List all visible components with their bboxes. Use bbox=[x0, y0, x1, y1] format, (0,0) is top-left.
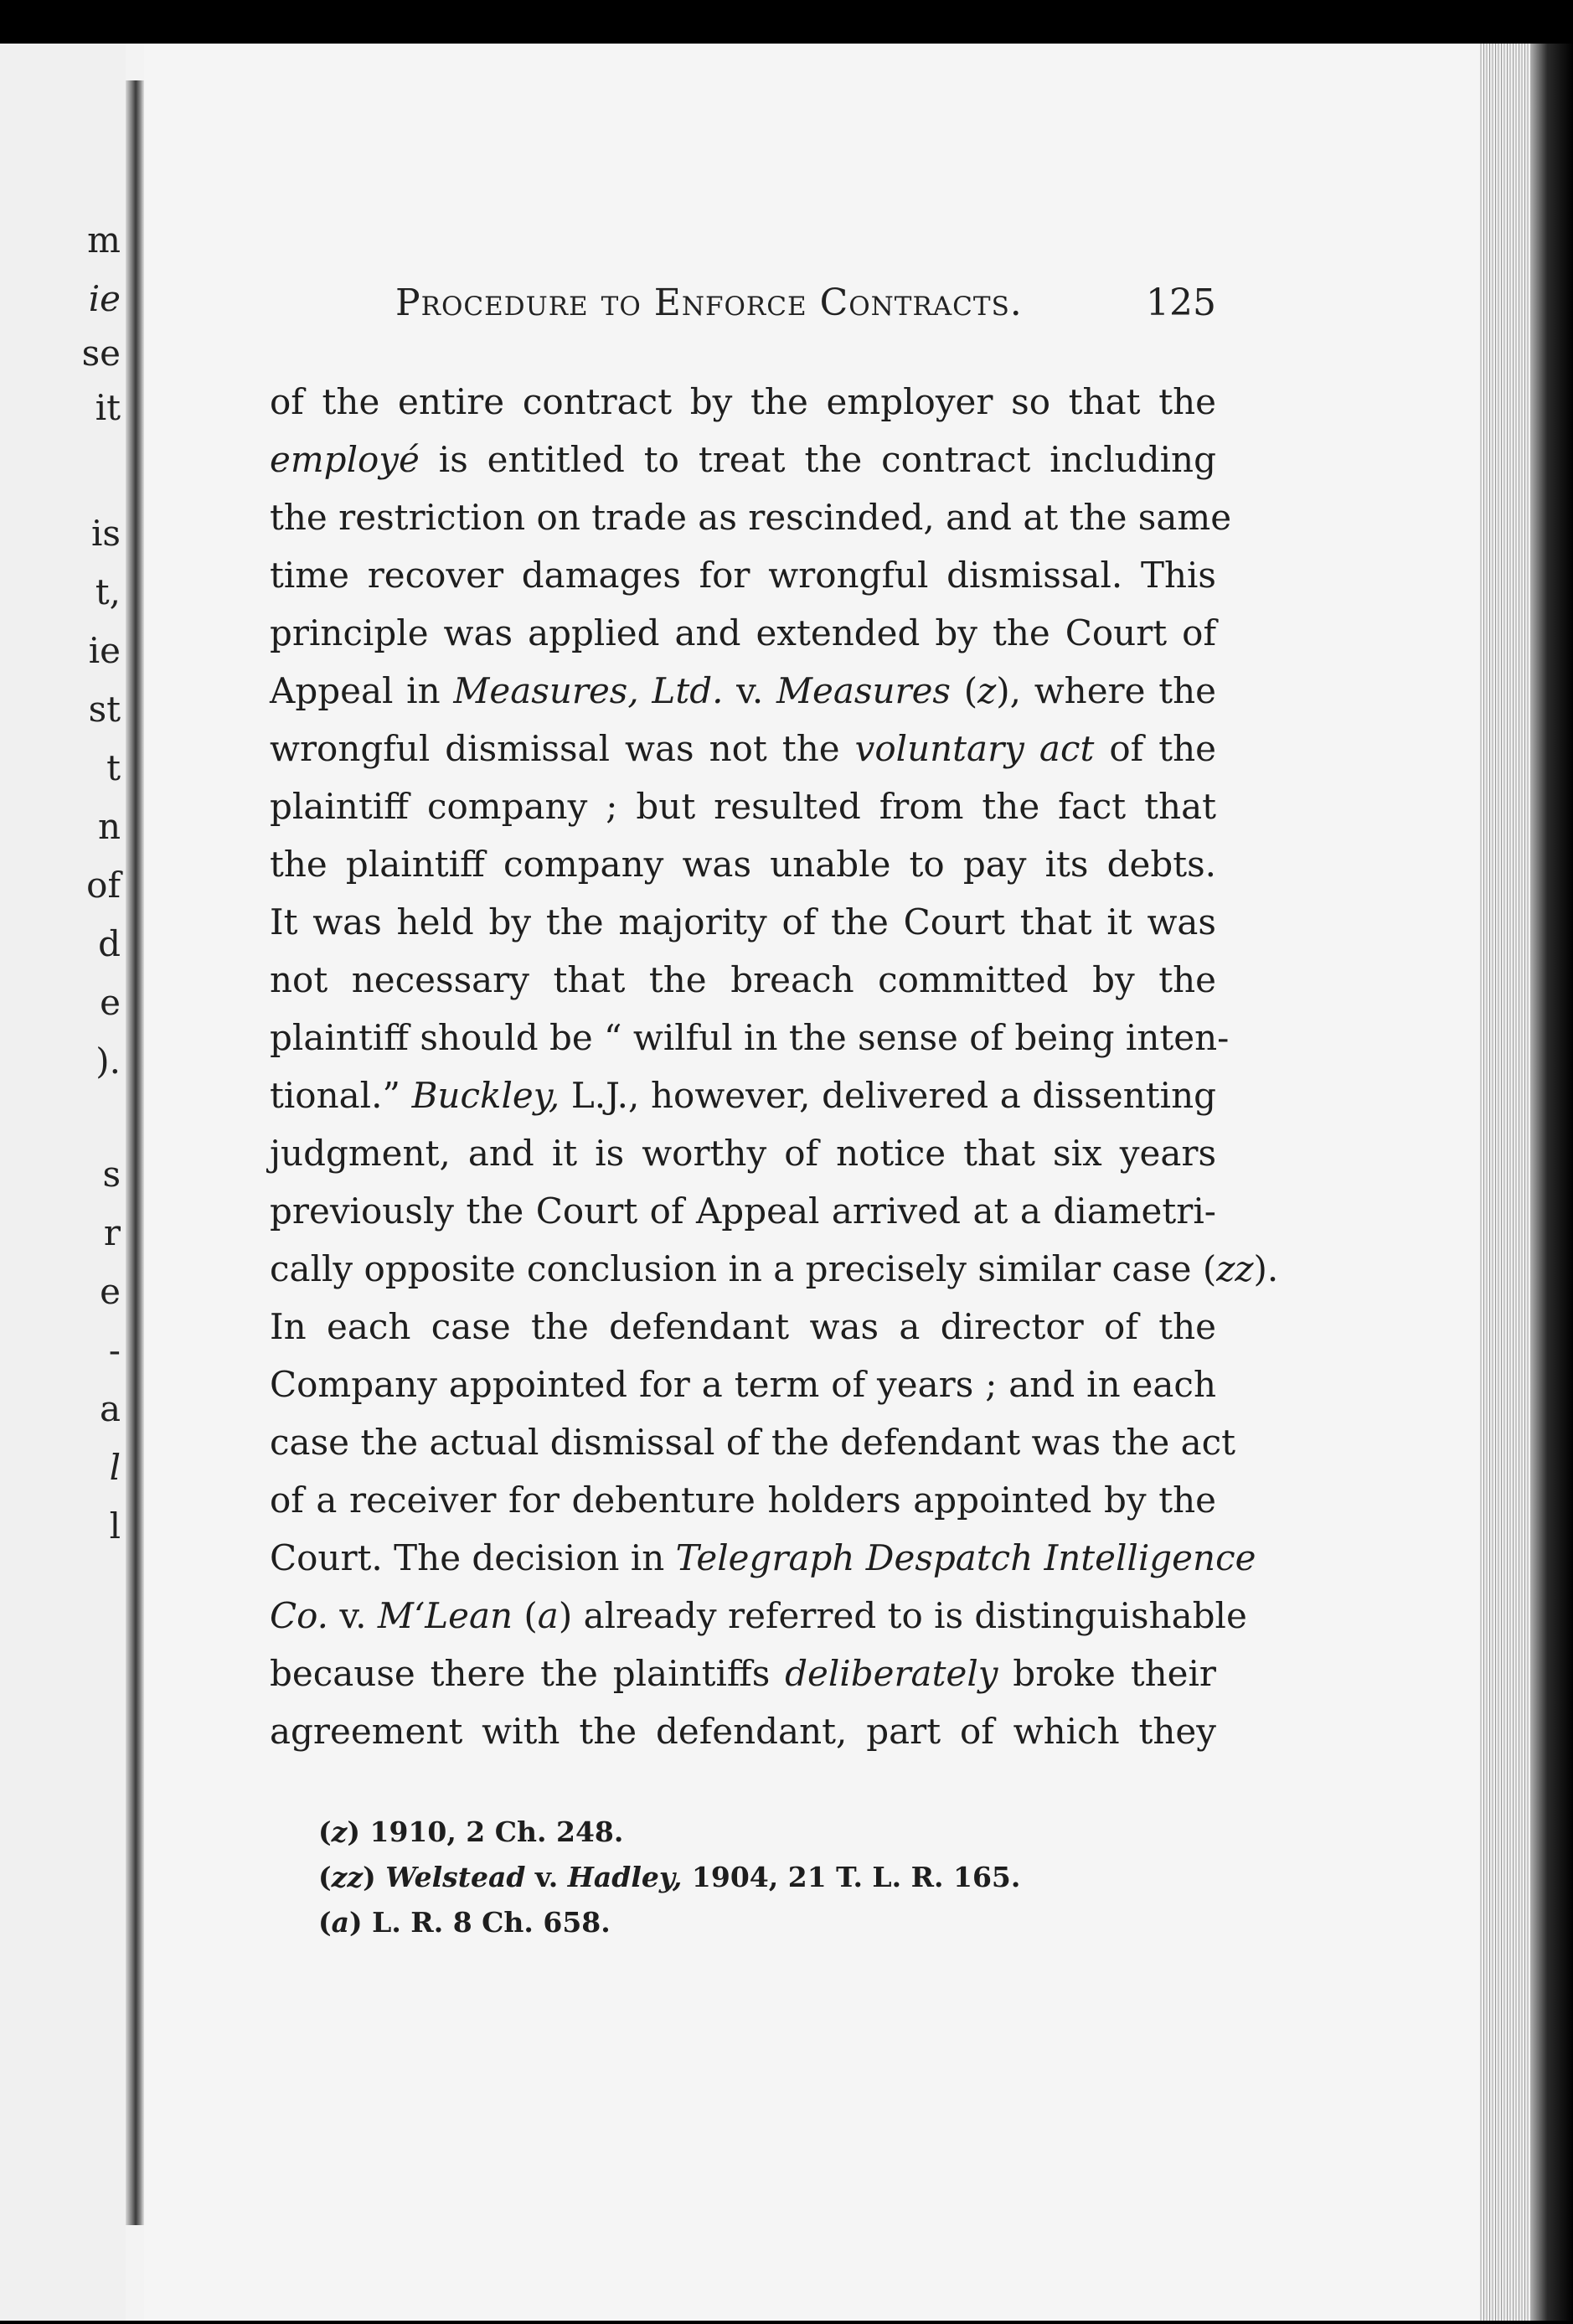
text-segment: tional.” bbox=[270, 1075, 412, 1116]
text-segment: previously the Court of Appeal arrived at a diametri- bbox=[270, 1190, 1216, 1232]
left-page-fragment: - bbox=[108, 1330, 121, 1371]
left-page-fragment: t bbox=[106, 747, 121, 788]
text-line bbox=[270, 431, 1216, 488]
footnote bbox=[318, 1855, 1072, 1900]
footnote-text: ) bbox=[363, 1861, 386, 1893]
text-segment: broke their bbox=[998, 1653, 1216, 1694]
text-segment: is entitled to treat the contract including bbox=[419, 439, 1216, 480]
text-segment: the plaintiff company was unable to pay its debts. bbox=[270, 844, 1216, 885]
left-page-fragment: s bbox=[102, 1154, 121, 1195]
text-segment: agreement with the defendant, part of which they bbox=[270, 1711, 1216, 1752]
text-line bbox=[270, 777, 1216, 835]
left-page-fragment: r bbox=[103, 1212, 121, 1253]
text-segment: the restriction on trade as rescinded, and at the same bbox=[270, 497, 1232, 538]
page-number: 125 bbox=[1146, 281, 1216, 324]
left-page-fragment: is bbox=[91, 513, 121, 554]
text-line bbox=[270, 893, 1216, 951]
footnotes bbox=[318, 1810, 1072, 1945]
text-line bbox=[270, 1356, 1216, 1413]
text-line bbox=[270, 1298, 1216, 1356]
italic-text: deliberately bbox=[785, 1653, 998, 1694]
text-line bbox=[270, 1009, 1230, 1066]
text-line bbox=[270, 662, 1216, 720]
text-line bbox=[270, 1124, 1216, 1182]
italic-text: z bbox=[977, 670, 997, 711]
text-segment: Appeal in bbox=[270, 670, 454, 711]
left-page-fragment: st bbox=[88, 689, 121, 730]
text-segment: time recover damages for wrongful dismissal. This bbox=[270, 555, 1216, 596]
text-segment: cally opposite conclusion in a precisely similar case ( bbox=[270, 1248, 1217, 1289]
text-line bbox=[270, 1413, 1236, 1471]
text-line bbox=[270, 720, 1216, 777]
text-segment: v. bbox=[723, 670, 776, 711]
left-page-fragment: a bbox=[99, 1388, 121, 1429]
italic-text: Measures bbox=[776, 670, 951, 711]
body-text bbox=[270, 373, 1279, 1760]
book-edge-shadow bbox=[1530, 44, 1573, 2321]
footnote-text: ) 1910, 2 Ch. 248. bbox=[347, 1815, 624, 1848]
text-segment: plaintiff company ; but resulted from the fact that bbox=[270, 786, 1216, 827]
footnote-text: ) L. R. 8 Ch. 658. bbox=[349, 1906, 611, 1939]
text-line bbox=[270, 1182, 1216, 1240]
footnote-text: ( bbox=[318, 1815, 332, 1848]
footnote bbox=[318, 1810, 1072, 1855]
page-header bbox=[270, 281, 1216, 340]
text-segment: ( bbox=[950, 670, 978, 711]
text-segment: ). bbox=[1253, 1248, 1279, 1289]
text-line bbox=[270, 951, 1216, 1009]
left-facing-page bbox=[0, 44, 126, 2321]
text-segment: not necessary that the breach committed by the bbox=[270, 959, 1216, 1000]
footnote-text: v. bbox=[525, 1861, 568, 1893]
text-segment: ), where the bbox=[996, 670, 1216, 711]
text-segment: because there the plaintiffs bbox=[270, 1653, 786, 1694]
left-page-fragment: d bbox=[98, 923, 121, 964]
left-page-fragment: of bbox=[86, 865, 121, 906]
left-page-fragment: e bbox=[100, 982, 121, 1023]
footnote-text: 1904, 21 T. L. R. 165. bbox=[682, 1861, 1021, 1893]
left-page-fragment: it bbox=[95, 387, 121, 428]
text-segment: v. bbox=[328, 1595, 378, 1636]
footnote-italic-text: Hadley, bbox=[567, 1861, 683, 1893]
text-segment: of a receiver for debenture holders appointed by the bbox=[270, 1480, 1216, 1521]
book-gutter bbox=[126, 80, 144, 2225]
footnote-italic-text: Welstead bbox=[385, 1861, 526, 1893]
text-segment: plaintiff should be “ wilful in the sense of being inten- bbox=[270, 1017, 1230, 1058]
text-segment: wrongful dismissal was not the bbox=[270, 728, 855, 769]
text-line bbox=[270, 604, 1216, 662]
text-segment: In each case the defendant was a director of the bbox=[270, 1306, 1216, 1347]
italic-text: Buckley, bbox=[411, 1075, 560, 1116]
left-page-fragment: l bbox=[109, 1447, 121, 1488]
text-line bbox=[270, 373, 1216, 431]
left-page-fragment: ie bbox=[88, 630, 121, 671]
italic-text: voluntary act bbox=[854, 728, 1095, 769]
text-line bbox=[270, 546, 1216, 604]
italic-text: Telegraph Despatch Intelligence bbox=[675, 1537, 1256, 1578]
page-edges bbox=[1480, 44, 1530, 2321]
left-page-fragment: l bbox=[109, 1505, 121, 1547]
text-segment: Court. The decision in bbox=[270, 1537, 676, 1578]
text-line bbox=[270, 1240, 1279, 1298]
text-line bbox=[270, 1529, 1256, 1587]
italic-text: a bbox=[537, 1595, 559, 1636]
footnote bbox=[318, 1900, 1072, 1945]
text-line bbox=[270, 1066, 1216, 1124]
left-page-fragment: e bbox=[100, 1271, 121, 1312]
left-page-fragment: t, bbox=[95, 571, 121, 612]
left-page-fragment: ie bbox=[88, 278, 121, 319]
footnote-italic-text: z bbox=[331, 1815, 348, 1848]
italic-text: zz bbox=[1216, 1248, 1254, 1289]
italic-text: Measures, Ltd. bbox=[453, 670, 724, 711]
text-segment: Company appointed for a term of years ; and in each bbox=[270, 1364, 1216, 1405]
text-line bbox=[270, 488, 1232, 546]
text-segment: case the actual dismissal of the defendant was the act bbox=[270, 1422, 1236, 1463]
text-line bbox=[270, 1645, 1216, 1702]
text-line bbox=[270, 1702, 1216, 1760]
footnote-text: ( bbox=[318, 1861, 332, 1893]
text-line bbox=[270, 1587, 1247, 1645]
footnote-italic-text: a bbox=[331, 1906, 350, 1939]
footnote-text: ( bbox=[318, 1906, 332, 1939]
text-segment: ) already referred to is distinguishable bbox=[558, 1595, 1247, 1636]
text-segment: principle was applied and extended by the Court of bbox=[270, 612, 1216, 653]
left-page-fragment: m bbox=[87, 219, 121, 261]
left-page-fragment: se bbox=[81, 333, 121, 374]
italic-text: employé bbox=[270, 439, 420, 480]
running-head: Procedure to Enforce Contracts. bbox=[395, 281, 1023, 324]
text-line bbox=[270, 835, 1216, 893]
text-segment: of the entire contract by the employer so that the bbox=[270, 381, 1216, 422]
text-segment: of the bbox=[1094, 728, 1217, 769]
text-segment: L.J., however, delivered a dissenting bbox=[560, 1075, 1216, 1116]
left-page-fragment: ). bbox=[95, 1041, 121, 1082]
italic-text: Co. bbox=[270, 1595, 329, 1636]
text-segment: It was held by the majority of the Court that it was bbox=[270, 901, 1216, 943]
text-segment: ( bbox=[513, 1595, 538, 1636]
footnote-italic-text: zz bbox=[331, 1861, 364, 1893]
left-page-fragment: n bbox=[97, 806, 121, 847]
italic-text: M‘Lean bbox=[377, 1595, 513, 1636]
text-line bbox=[270, 1471, 1216, 1529]
text-segment: judgment, and it is worthy of notice that six years bbox=[270, 1133, 1216, 1174]
